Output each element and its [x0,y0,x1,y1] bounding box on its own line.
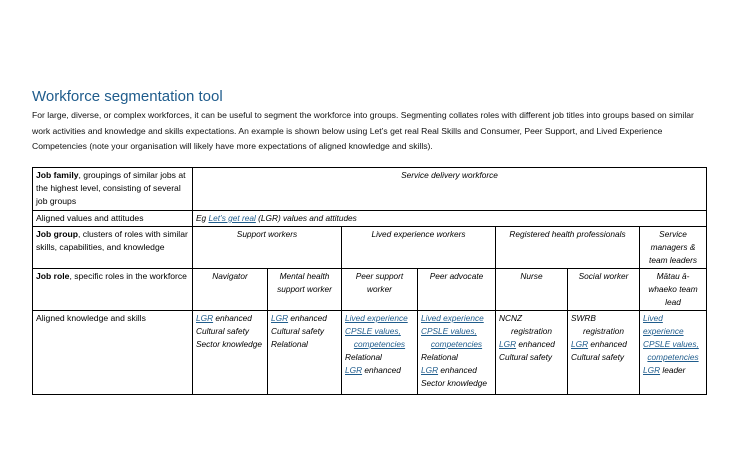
row-job-family [33,168,707,211]
group-support-workers: Support workers [193,227,342,269]
job-role-label: Job role, specific roles in the workforce [33,269,193,311]
role-mental-health-support: Mental health support worker [268,269,342,311]
knowledge-navigator: LGR enhanced Cultural safety Sector knowledge [193,311,268,395]
row-job-role [33,269,707,311]
cpsle-link[interactable]: CPSLE values, [421,326,477,336]
lived-experience-link[interactable]: Lived experience [421,313,484,323]
knowledge-peer-support: Lived experience CPSLE values, competencies Relational LGR enhanced [342,311,418,395]
role-team-lead: Mātau ā-whaeko team lead [640,269,707,311]
group-registered-health: Registered health professionals [496,227,640,269]
role-social-worker: Social worker [568,269,640,311]
role-peer-advocate: Peer advocate [418,269,496,311]
segmentation-table [32,167,707,395]
lgr-link[interactable]: LGR [571,339,589,349]
role-nurse: Nurse [496,269,568,311]
row-job-group [33,227,707,269]
lgr-link[interactable]: LGR [345,365,363,375]
competencies-link[interactable]: competencies [430,339,483,349]
service-delivery-workforce: Service delivery workforce [193,168,707,211]
role-peer-support: Peer support worker [342,269,418,311]
competencies-link[interactable]: competencies [647,352,699,362]
lgr-link[interactable]: LGR [196,313,214,323]
knowledge-peer-advocate: Lived experience CPSLE values, competencies Relational LGR enhanced Sector knowledge [418,311,496,395]
job-family-label: Job family, groupings of similar jobs at the highest level, consisting of several job groups [33,168,193,211]
job-group-label: Job group, clusters of roles with similar skills, capabilities, and knowledge [33,227,193,269]
knowledge-nurse: NCNZ registration LGR enhanced Cultural safety [496,311,568,395]
lgr-link[interactable]: LGR [643,365,661,375]
row-aligned-knowledge [33,311,707,395]
competencies-link[interactable]: competencies [353,339,406,349]
knowledge-mh-support: LGR enhanced Cultural safety Relational [268,311,342,395]
role-navigator: Navigator [193,269,268,311]
lgr-link[interactable]: LGR [271,313,289,323]
lgr-link[interactable]: LGR [499,339,517,349]
cpsle-link[interactable]: CPSLE values, [643,339,699,349]
lets-get-real-link[interactable]: Let’s get real [208,213,256,223]
aligned-knowledge-label: Aligned knowledge and skills [33,311,193,395]
group-lived-experience: Lived experience workers [342,227,496,269]
aligned-values-label: Aligned values and attitudes [33,211,193,227]
cpsle-link[interactable]: CPSLE values, [345,326,401,336]
group-service-managers: Service managers & team leaders [640,227,707,269]
knowledge-social-worker: SWRB registration LGR enhanced Cultural safety [568,311,640,395]
row-aligned-values [33,211,707,227]
lgr-link[interactable]: LGR [421,365,439,375]
lived-experience-link[interactable]: Lived experience [345,313,408,323]
aligned-values-value: Eg Let’s get real (LGR) values and attitudes [193,211,707,227]
intro-paragraph: For large, diverse, or complex workforces, it can be useful to segment the workforce into groups. Segmenting collates roles with different job titles into groups based on similar work activities and knowledge and skills expectations. An example is shown below using Let’s get real Real Skills and Consumer, Peer Support, and Lived Experience Competencies (note your organisation will likely have more expectations of aligned knowledge and skills). [32,110,694,151]
lived-experience-link[interactable]: Lived experience [643,313,684,336]
page-title: Workforce segmentation tool [32,88,223,105]
knowledge-team-lead: Lived experience CPSLE values, competencies LGR leader [640,311,707,395]
